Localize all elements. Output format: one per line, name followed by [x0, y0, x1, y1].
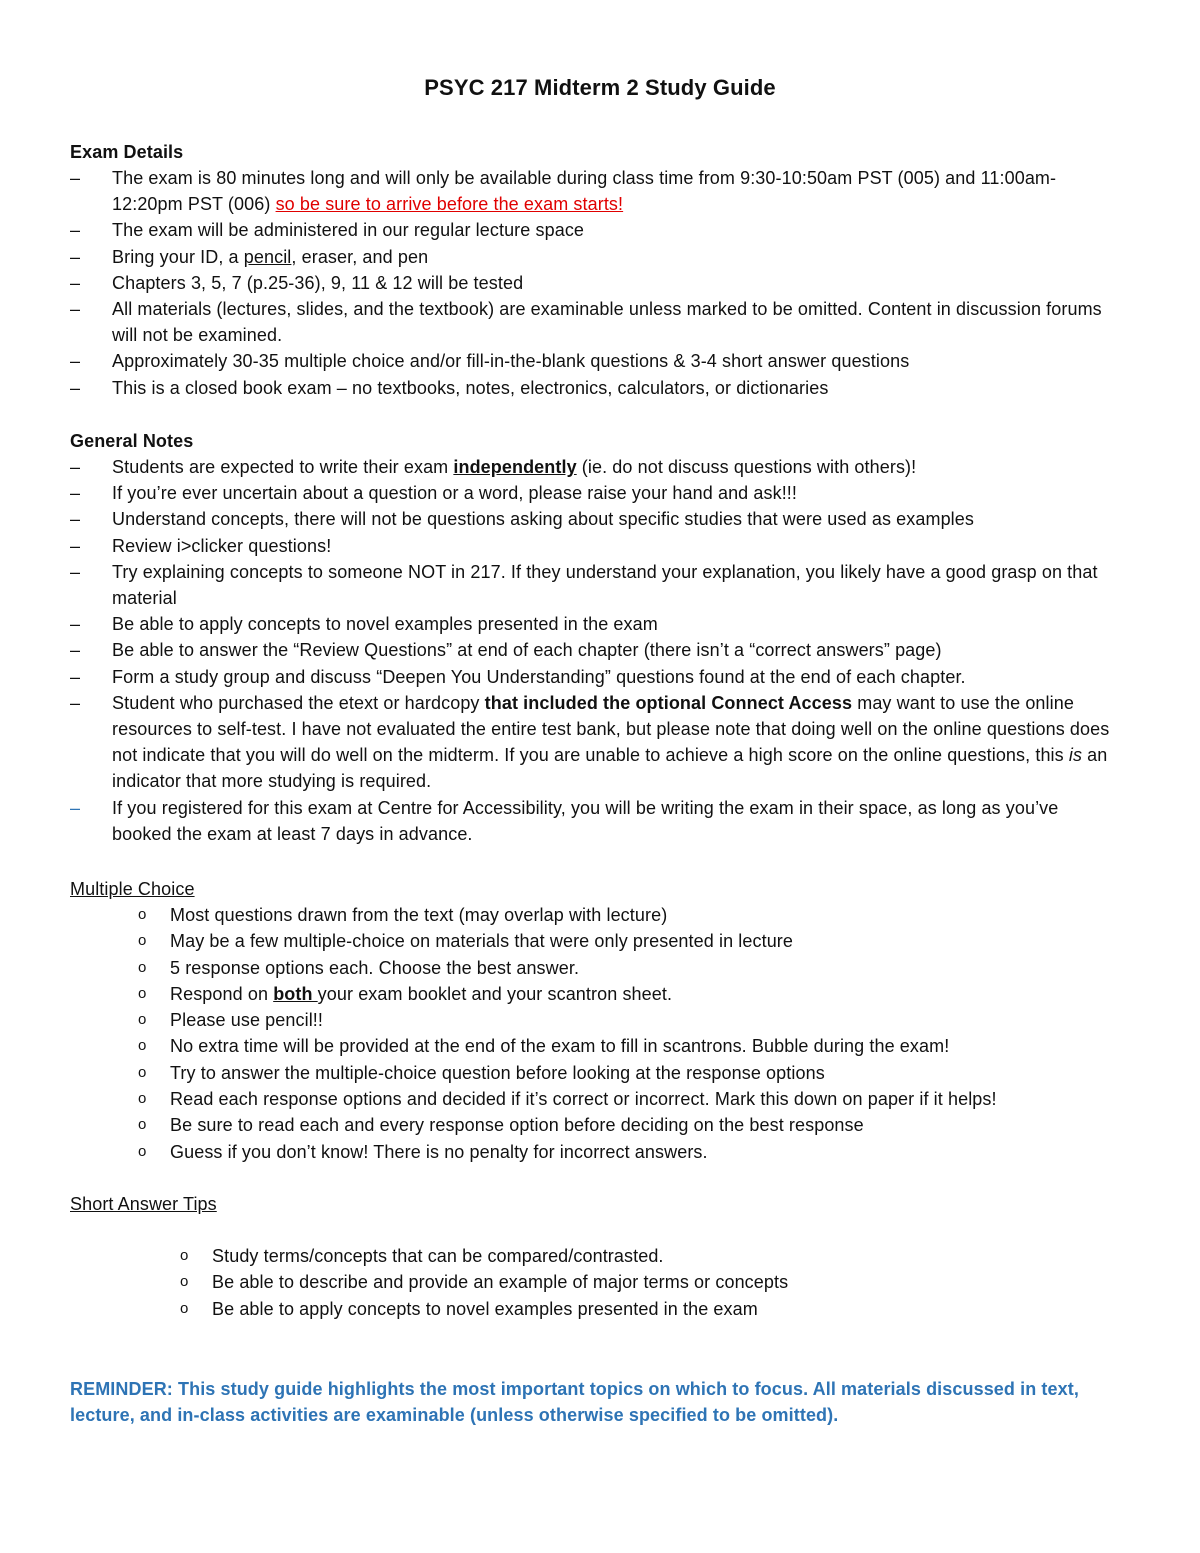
- item-text: Approximately 30-35 multiple choice and/or fill-in-the-blank questions & 3-4 short answer questions: [112, 351, 910, 372]
- list-item: [180, 1243, 1112, 1269]
- dash-bullet: –: [70, 457, 81, 477]
- is-emphasis: is: [1068, 745, 1083, 766]
- item-text: No extra time will be provided at the end of the exam to fill in scantrons. Bubble during the exam!: [170, 1036, 950, 1057]
- item-text: Respond on: [170, 983, 274, 1004]
- item-text: an indicator that more studying is required.: [112, 745, 1108, 792]
- list-item: [70, 611, 1122, 637]
- item-text: your exam booklet and your scantron sheet.: [317, 983, 673, 1004]
- o-bullet: o: [180, 1247, 189, 1264]
- list-item: [138, 902, 1130, 928]
- o-bullet: o: [138, 1116, 147, 1134]
- item-text: Review i>clicker questions!: [112, 535, 332, 556]
- item-text: Be able to describe and provide an example of major terms or concepts: [212, 1272, 789, 1293]
- dash-bullet: –: [70, 640, 81, 661]
- list-item: [138, 1112, 1130, 1138]
- item-text: Try to answer the multiple-choice question before looking at the response options: [170, 1062, 825, 1083]
- o-bullet: o: [138, 984, 147, 1002]
- item-text: Try explaining concepts to someone NOT in 217. If they understand your explanation, you likely have a good grasp on that material: [112, 561, 1098, 609]
- dash-bullet: –: [70, 246, 81, 267]
- item-text: Please use pencil!!: [170, 1010, 323, 1031]
- arrive-warning: so be sure to arrive before the exam starts!: [275, 194, 624, 215]
- item-text: Student who purchased the etext or hardcopy: [112, 692, 485, 713]
- list-item: [70, 795, 1122, 847]
- list-item: [138, 1139, 1130, 1165]
- list-item: [138, 928, 1130, 954]
- item-text: Study terms/concepts that can be compared/contrasted.: [212, 1246, 664, 1266]
- item-text: (ie. do not discuss questions with others)!: [576, 457, 917, 477]
- item-text: Read each response options and decided if it’s correct or incorrect. Mark this down on paper if it helps!: [170, 1089, 997, 1110]
- document-title: PSYC 217 Midterm 2 Study Guide: [424, 75, 776, 100]
- list-item: [70, 533, 1122, 559]
- dash-bullet: –: [70, 614, 81, 635]
- general-notes-list: [70, 454, 1122, 847]
- list-item: [138, 1033, 1130, 1059]
- o-bullet: o: [138, 1037, 147, 1055]
- item-text: If you’re ever uncertain about a question or a word, please raise your hand and ask!!!: [112, 483, 798, 504]
- dash-bullet: –: [70, 692, 81, 713]
- item-text: If you registered for this exam at Centre for Accessibility, you will be writing the exam in their space, as long as you’ve booked the exam at least 7 days in advance.: [112, 797, 1059, 844]
- item-text: may want to use the online resources to self-test. I have not evaluated the entire test bank, but please note that doing well on the online questions does not indicate that you will do well on the midterm. If you are unable to achieve a high score on the online questions, this: [112, 692, 1110, 766]
- dash-bullet: –: [70, 168, 81, 188]
- o-bullet: o: [138, 1142, 147, 1160]
- item-text: Students are expected to write their exam: [112, 457, 454, 477]
- short-answer-heading: Short Answer Tips: [70, 1194, 217, 1214]
- list-item: [138, 1060, 1130, 1086]
- item-text: May be a few multiple-choice on materials that were only presented in lecture: [170, 931, 794, 952]
- list-item: [70, 296, 1122, 348]
- list-item: [70, 480, 1122, 506]
- list-item: [70, 348, 1122, 374]
- o-bullet: o: [180, 1273, 189, 1291]
- list-item: [70, 454, 1122, 480]
- dash-bullet: –: [70, 561, 81, 582]
- o-bullet: o: [138, 932, 147, 950]
- list-item: [70, 217, 1122, 243]
- dash-bullet: –: [70, 509, 81, 530]
- exam-details-list: [70, 165, 1122, 401]
- list-item: [180, 1269, 1112, 1295]
- dash-bullet: –: [70, 299, 81, 320]
- independently-emphasis: independently: [453, 457, 577, 477]
- dash-bullet: –: [70, 535, 81, 556]
- item-text: Chapters 3, 5, 7 (p.25-36), 9, 11 & 12 will be tested: [112, 272, 524, 293]
- list-item: [70, 559, 1122, 611]
- list-item: [180, 1296, 1112, 1322]
- o-bullet: o: [138, 1011, 147, 1029]
- list-item: [138, 1086, 1130, 1112]
- dash-bullet: –: [70, 272, 81, 293]
- list-item: [138, 955, 1130, 981]
- item-text: The exam will be administered in our regular lecture space: [112, 220, 585, 241]
- item-text: Form a study group and discuss “Deepen You Understanding” questions found at the end of each chapter.: [112, 666, 966, 687]
- dash-bullet: –: [70, 351, 81, 372]
- o-bullet: o: [138, 958, 147, 976]
- dash-bullet: –: [70, 666, 81, 687]
- multiple-choice-list: [138, 902, 1130, 1165]
- item-text: Bring your ID, a: [112, 246, 244, 267]
- list-item: [138, 1007, 1130, 1033]
- list-item: [70, 375, 1122, 401]
- item-text: Be able to answer the “Review Questions” at end of each chapter (there isn’t a “correct answers” page): [112, 640, 942, 661]
- list-item: [70, 244, 1122, 270]
- o-bullet: o: [180, 1299, 189, 1317]
- list-item: [70, 637, 1122, 663]
- item-text: , eraser, and pen: [291, 246, 429, 267]
- multiple-choice-heading: Multiple Choice: [70, 879, 195, 899]
- list-item: [138, 981, 1130, 1007]
- list-item: [70, 506, 1122, 532]
- item-text: Be sure to read each and every response option before deciding on the best response: [170, 1115, 864, 1136]
- short-answer-list: [180, 1243, 1112, 1322]
- item-text: 5 response options each. Choose the best answer.: [170, 957, 580, 978]
- o-bullet: o: [138, 1090, 147, 1108]
- item-text: Be able to apply concepts to novel examples presented in the exam: [212, 1298, 758, 1319]
- general-notes-heading: General Notes: [70, 431, 194, 451]
- reminder-note: REMINDER: This study guide highlights the most important topics on which to focus. All materials discussed in text, lecture, and in-class activities are examinable (unless otherwise specified to be omitted).: [70, 1379, 1079, 1425]
- list-item: [70, 270, 1122, 296]
- list-item: [70, 690, 1122, 795]
- pencil-underlined: pencil: [243, 246, 292, 267]
- list-item: [70, 165, 1122, 217]
- item-text: All materials (lectures, slides, and the textbook) are examinable unless marked to be omitted. Content in discussion forums will not be examined.: [112, 299, 1102, 346]
- exam-details-heading: Exam Details: [70, 142, 184, 162]
- dash-bullet: –: [70, 483, 81, 504]
- dash-bullet: –: [70, 377, 81, 398]
- both-emphasis: both: [273, 983, 318, 1004]
- item-text: The exam is 80 minutes long and will only be available during class time from 9:30-10:50am PST (005) and 11:00am-12:20pm PST (006): [112, 168, 1057, 215]
- o-bullet: o: [138, 906, 147, 923]
- list-item: [70, 664, 1122, 690]
- item-text: Be able to apply concepts to novel examples presented in the exam: [112, 614, 658, 635]
- o-bullet: o: [138, 1063, 147, 1081]
- dash-bullet: –: [70, 220, 81, 241]
- item-text: Understand concepts, there will not be questions asking about specific studies that were used as examples: [112, 509, 974, 530]
- dash-bullet: –: [70, 797, 81, 818]
- connect-access-emphasis: that included the optional Connect Access: [484, 692, 853, 713]
- item-text: This is a closed book exam – no textbooks, notes, electronics, calculators, or dictionaries: [112, 377, 829, 398]
- item-text: Guess if you don’t know! There is no penalty for incorrect answers.: [170, 1141, 708, 1162]
- item-text: Most questions drawn from the text (may overlap with lecture): [170, 905, 668, 925]
